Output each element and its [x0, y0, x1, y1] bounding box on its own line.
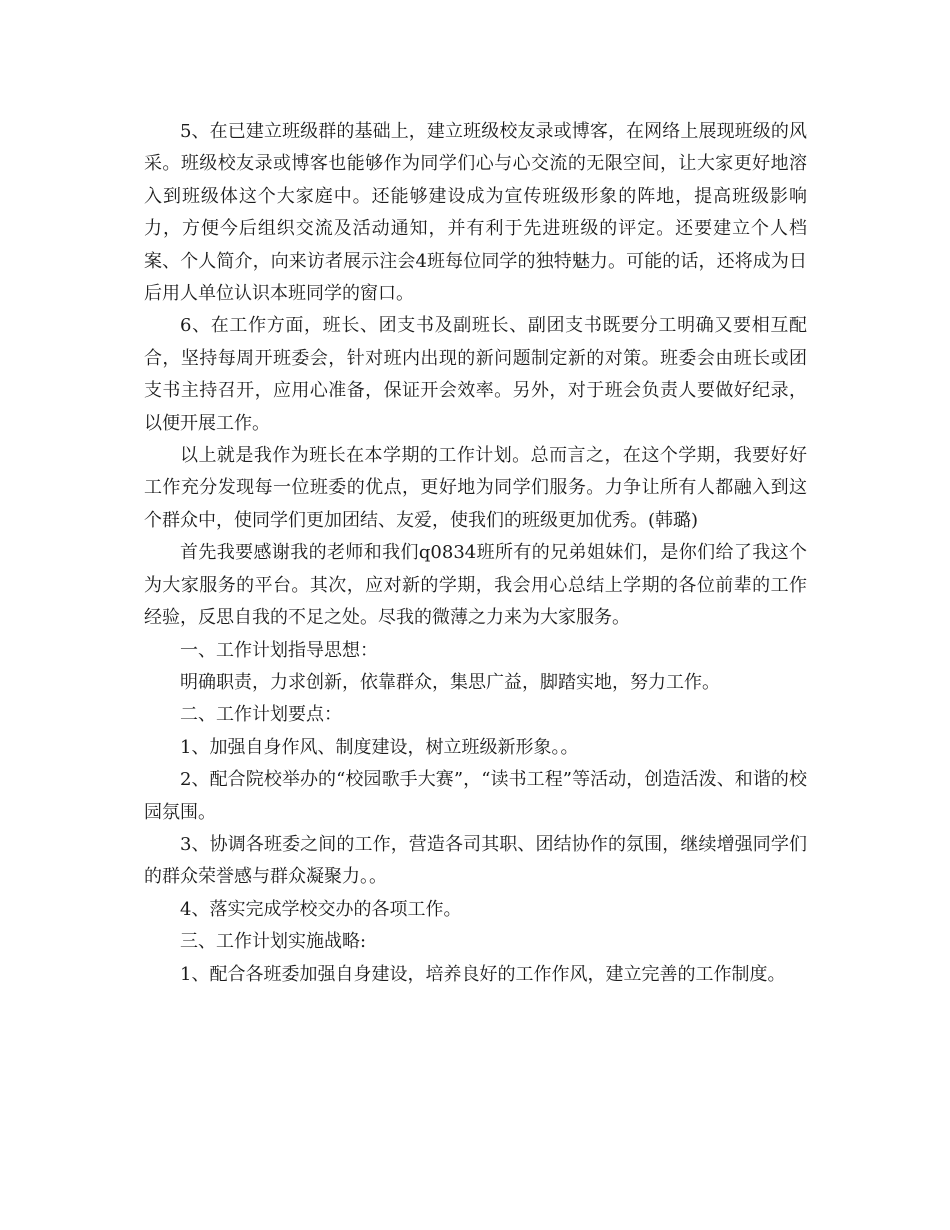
- list-item-point-3: 3、协调各班委之间的工作，营造各司其职、团结协作的氛围，继续增强同学们的群众荣誉感与群众凝聚力。。: [144, 833, 807, 888]
- list-item-strategy-1: 1、配合各班委加强自身建设，培养良好的工作作风，建立完善的工作制度。: [180, 963, 786, 985]
- paragraph-guiding-thought: 明确职责，力求创新，依靠群众，集思广益，脚踏实地，努力工作。: [180, 671, 720, 693]
- paragraph-summary: 以上就是我作为班长在本学期的工作计划。总而言之，在这个学期，我要好好工作充分发现每一位班委的优点，更好地为同学们服务。力争让所有人都融入到这个群众中，使同学们更加团结、友爱，使我们的班级更加优秀。(韩璐): [144, 445, 807, 531]
- heading-key-points: 二、工作计划要点：: [180, 704, 342, 726]
- list-item-point-1: 1、加强自身作风、制度建设，树立班级新形象。。: [180, 736, 579, 758]
- heading-guiding-thought: 一、工作计划指导思想：: [180, 639, 378, 661]
- list-item-point-2: 2、配合院校举办的“校园歌手大赛”，“读书工程”等活动，创造活泼、和谐的校园氛围。: [144, 769, 807, 823]
- list-item-point-4: 4、落实完成学校交办的各项工作。: [180, 898, 462, 920]
- paragraph-thanks: 首先我要感谢我的老师和我们q0834班所有的兄弟姐妹们，是你们给了我这个为大家服务的平台。其次，应对新的学期，我会用心总结上学期的各位前辈的工作经验，反思自我的不足之处。尽我的微薄之力来为大家服务。: [144, 542, 807, 629]
- document-body: [144, 116, 807, 991]
- paragraph-committee-work: 6、在工作方面，班长、团支书及副班长、副团支书既要分工明确又要相互配合，坚持每周开班委会，针对班内出现的新问题制定新的对策。班委会由班长或团支书主持召开，应用心准备，保证开会效率。另外，对于班会负责人要做好纪录，以便开展工作。: [144, 315, 807, 434]
- paragraph-class-website: 5、在已建立班级群的基础上，建立班级校友录或博客，在网络上展现班级的风采。班级校友录或博客也能够作为同学们心与心交流的无限空间，让大家更好地溶入到班级体这个大家庭中。还能够建设成为宣传班级形象的阵地，提高班级影响力，方便今后组织交流及活动通知，并有利于先进班级的评定。还要建立个人档案、个人简介，向来访者展示注会4班每位同学的独特魅力。可能的话，还将成为日后用人单位认识本班同学的窗口。: [144, 121, 807, 305]
- heading-strategy: 三、工作计划实施战略:: [180, 931, 367, 953]
